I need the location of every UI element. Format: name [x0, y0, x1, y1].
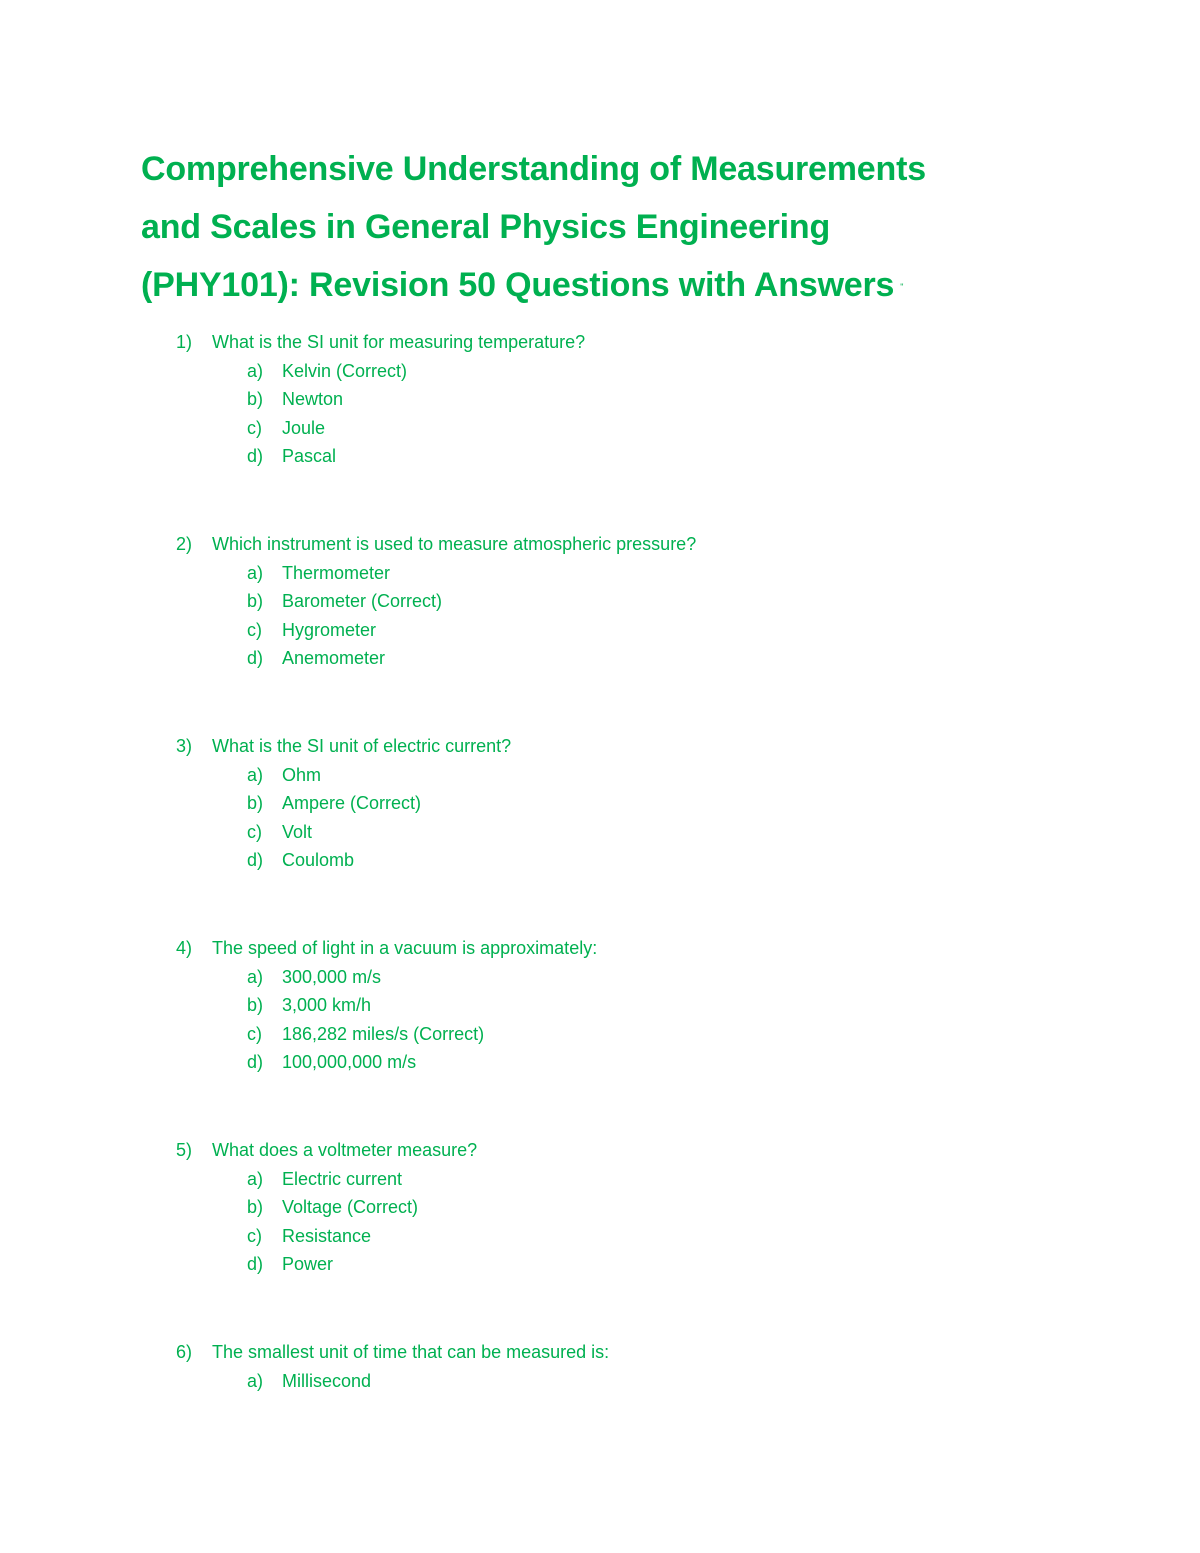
option-letter: b): [247, 793, 264, 814]
title-line-2: and Scales in General Physics Engineering: [141, 208, 831, 246]
answer-option: [176, 357, 1076, 385]
option-letter: d): [247, 1051, 264, 1072]
option-text: 3,000 km/h: [282, 995, 372, 1016]
option-text: Electric current: [282, 1169, 403, 1189]
option-letter: b): [247, 1197, 264, 1218]
option-text: Joule: [282, 417, 326, 438]
answer-option: [176, 991, 1076, 1019]
question-text: What is the SI unit for measuring temperature?: [212, 332, 586, 352]
title-line-3: [141, 256, 1101, 316]
question-1: [176, 327, 1076, 529]
option-letter: c): [247, 1023, 262, 1044]
answer-option: [176, 789, 1076, 817]
question-row: [176, 731, 1076, 761]
answer-option: [176, 644, 1076, 672]
question-row: [176, 1135, 1076, 1165]
option-letter: b): [247, 591, 264, 612]
answer-option: [176, 761, 1076, 789]
option-letter: d): [247, 647, 264, 668]
answer-option: [176, 846, 1076, 874]
option-letter: c): [247, 417, 262, 438]
answer-option: [176, 1165, 1076, 1193]
answer-option: [176, 414, 1076, 442]
option-letter: a): [247, 765, 264, 785]
answer-option: [176, 818, 1076, 846]
option-text: Volt: [282, 821, 313, 842]
question-text: The speed of light in a vacuum is approximately:: [212, 938, 598, 958]
option-text: Ampere (Correct): [282, 793, 422, 814]
question-row: [176, 529, 1076, 559]
option-letter: a): [247, 563, 264, 583]
title-line-1: Comprehensive Understanding of Measurements: [141, 150, 926, 188]
option-letter: a): [247, 361, 264, 381]
option-letter: b): [247, 995, 264, 1016]
option-letter: d): [247, 849, 264, 870]
option-text: 100,000,000 m/s: [282, 1051, 417, 1072]
question-text: What does a voltmeter measure?: [212, 1140, 478, 1160]
question-number: 2): [176, 534, 193, 554]
question-number: 3): [176, 736, 193, 756]
question-3: [176, 731, 1076, 933]
option-text: Barometer (Correct): [282, 591, 443, 612]
question-2: [176, 529, 1076, 731]
option-letter: c): [247, 1225, 262, 1246]
title-mark: ": [900, 282, 904, 293]
option-letter: c): [247, 821, 262, 842]
option-text: Newton: [282, 389, 344, 410]
title-line-3-text: (PHY101): Revision 50 Questions with Answers: [141, 266, 895, 304]
question-4: [176, 933, 1076, 1135]
question-5: [176, 1135, 1076, 1337]
option-text: Voltage (Correct): [282, 1197, 419, 1218]
option-text: Millisecond: [282, 1371, 372, 1391]
question-number: 5): [176, 1140, 193, 1160]
option-letter: a): [247, 1371, 264, 1391]
answer-option: [176, 1193, 1076, 1221]
answer-option: [176, 1250, 1076, 1278]
option-text: Hygrometer: [282, 619, 377, 640]
option-text: Pascal: [282, 445, 337, 466]
question-text: What is the SI unit of electric current?: [212, 736, 512, 756]
answer-option: [176, 587, 1076, 615]
question-text: Which instrument is used to measure atmospheric pressure?: [212, 534, 697, 554]
option-letter: a): [247, 967, 264, 987]
answer-option: [176, 616, 1076, 644]
question-row: [176, 933, 1076, 963]
answer-option: [176, 1222, 1076, 1250]
option-letter: c): [247, 619, 262, 640]
question-text: The smallest unit of time that can be measured is:: [212, 1342, 610, 1362]
option-text: Power: [282, 1253, 334, 1274]
option-text: Resistance: [282, 1225, 372, 1246]
answer-option: [176, 442, 1076, 470]
question-row: [176, 1337, 1076, 1367]
question-number: 1): [176, 332, 193, 352]
answer-option: [176, 559, 1076, 587]
document-title: [141, 140, 1101, 316]
option-letter: a): [247, 1169, 264, 1189]
answer-option: [176, 1020, 1076, 1048]
question-number: 4): [176, 938, 193, 958]
option-text: 300,000 m/s: [282, 967, 382, 987]
answer-option: [176, 1367, 1076, 1395]
option-letter: b): [247, 389, 264, 410]
answer-option: [176, 385, 1076, 413]
option-text: Ohm: [282, 765, 322, 785]
option-text: Coulomb: [282, 849, 355, 870]
option-text: Anemometer: [282, 647, 386, 668]
answer-option: [176, 1048, 1076, 1076]
option-text: Kelvin (Correct): [282, 361, 408, 381]
option-letter: d): [247, 1253, 264, 1274]
question-list: [176, 327, 1076, 1539]
answer-option: [176, 963, 1076, 991]
option-text: 186,282 miles/s (Correct): [282, 1023, 485, 1044]
question-number: 6): [176, 1342, 193, 1362]
question-6: [176, 1337, 1076, 1539]
option-letter: d): [247, 445, 264, 466]
option-text: Thermometer: [282, 563, 391, 583]
question-row: [176, 327, 1076, 357]
